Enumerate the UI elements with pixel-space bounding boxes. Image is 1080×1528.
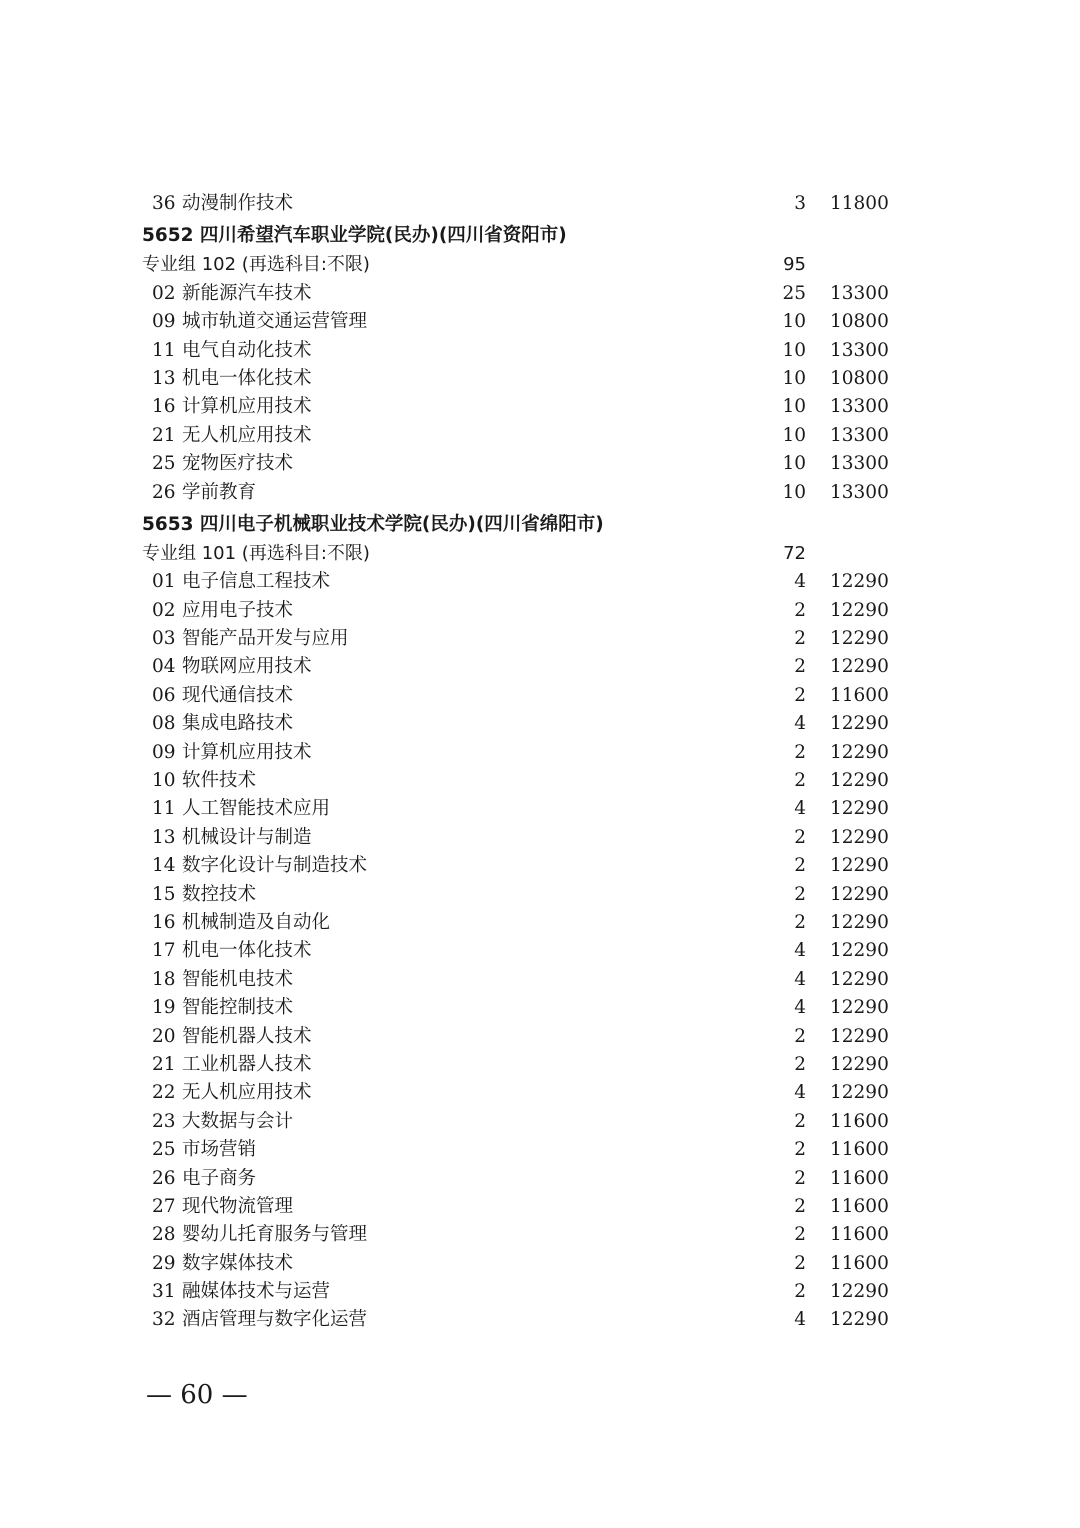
enrollment-count: 25 [782,282,806,304]
tuition-fee: 12290 [830,741,889,763]
major-row [142,1193,902,1221]
school-title: 5652 四川希望汽车职业学院(民办)(四川省资阳市) [142,225,567,247]
enrollment-count: 2 [794,1025,806,1047]
major-name: 数字媒体技术 [182,1252,294,1274]
major-group-row [142,540,902,568]
major-group-row [142,251,902,279]
major-code: 21 [152,424,176,446]
major-name: 城市轨道交通运营管理 [182,311,368,333]
major-code: 15 [152,883,176,905]
enrollment-count: 4 [794,1309,806,1331]
major-code: 22 [152,1082,176,1104]
enrollment-count: 2 [794,1053,806,1075]
major-name: 物联网应用技术 [182,656,312,678]
admissions-listing [142,190,902,1335]
tuition-fee: 10800 [830,311,889,333]
major-code: 19 [152,997,176,1019]
tuition-fee: 11600 [830,1110,889,1132]
major-name: 新能源汽车技术 [182,282,312,304]
major-code: 16 [152,396,176,418]
major-row [142,824,902,852]
major-code: 11 [152,798,176,820]
tuition-fee: 12290 [830,599,889,621]
major-name: 工业机器人技术 [182,1053,312,1075]
major-name: 宠物医疗技术 [182,453,294,475]
major-row [142,1108,902,1136]
tuition-fee: 13300 [830,396,889,418]
tuition-fee: 12290 [830,571,889,593]
enrollment-count: 2 [794,1139,806,1161]
continued-rows [142,190,902,218]
tuition-fee: 12290 [830,883,889,905]
enrollment-count: 2 [794,1110,806,1132]
school-majors-list [142,568,902,1335]
major-code: 31 [152,1281,176,1303]
major-row [142,653,902,681]
enrollment-count: 2 [794,883,806,905]
tuition-fee: 12290 [830,940,889,962]
major-row [142,682,902,710]
major-row [142,739,902,767]
major-name: 市场营销 [182,1139,257,1161]
major-row [142,1051,902,1079]
enrollment-count: 2 [794,1167,806,1189]
major-name: 无人机应用技术 [182,1082,312,1104]
tuition-fee: 11600 [830,684,889,706]
tuition-fee: 12290 [830,798,889,820]
major-code: 21 [152,1053,176,1075]
major-row [142,937,902,965]
tuition-fee: 12290 [830,911,889,933]
major-row [142,337,902,365]
enrollment-count: 10 [782,339,806,361]
major-code: 03 [152,628,176,650]
major-row [142,625,902,653]
enrollment-count: 3 [794,193,806,214]
major-code: 10 [152,770,176,792]
school-heading [142,219,902,251]
tuition-fee: 12290 [830,855,889,877]
group-label: 专业组 102 (再选科目:不限) [142,254,370,276]
major-code: 26 [152,481,176,503]
major-row [142,795,902,823]
enrollment-count: 4 [794,571,806,593]
tuition-fee: 12290 [830,770,889,792]
tuition-fee: 11600 [830,1252,889,1274]
major-name: 动漫制作技术 [182,193,294,214]
tuition-fee: 12290 [830,968,889,990]
major-name: 机电一体化技术 [182,940,312,962]
major-row [142,767,902,795]
enrollment-count: 4 [794,997,806,1019]
major-name: 现代物流管理 [182,1195,294,1217]
page-number: — 60 — [146,1380,248,1410]
enrollment-count: 2 [794,656,806,678]
tuition-fee: 13300 [830,424,889,446]
major-code: 36 [152,193,176,214]
major-row [142,479,902,507]
school-title: 5653 四川电子机械职业技术学院(民办)(四川省绵阳市) [142,513,604,535]
major-code: 06 [152,684,176,706]
major-name: 机电一体化技术 [182,367,312,389]
major-row [142,710,902,738]
major-code: 09 [152,311,176,333]
major-row [142,365,902,393]
group-count: 95 [783,254,806,276]
tuition-fee: 12290 [830,997,889,1019]
major-name: 酒店管理与数字化运营 [182,1309,368,1331]
major-code: 26 [152,1167,176,1189]
major-row [142,1250,902,1278]
enrollment-count: 4 [794,1082,806,1104]
major-name: 智能机电技术 [182,968,294,990]
major-name: 电气自动化技术 [182,339,312,361]
enrollment-count: 2 [794,826,806,848]
enrollment-count: 2 [794,1281,806,1303]
tuition-fee: 12290 [830,1053,889,1075]
major-name: 计算机应用技术 [182,741,312,763]
major-row [142,190,902,218]
major-row [142,1079,902,1107]
school-majors-list [142,280,902,507]
tuition-fee: 12290 [830,1309,889,1331]
tuition-fee: 13300 [830,339,889,361]
major-name: 人工智能技术应用 [182,798,331,820]
enrollment-count: 4 [794,940,806,962]
tuition-fee: 12290 [830,656,889,678]
major-name: 大数据与会计 [182,1110,294,1132]
major-code: 32 [152,1309,176,1331]
tuition-fee: 11600 [830,1224,889,1246]
major-row [142,1278,902,1306]
tuition-fee: 12290 [830,628,889,650]
major-row [142,1023,902,1051]
major-row [142,966,902,994]
major-code: 11 [152,339,176,361]
tuition-fee: 12290 [830,1281,889,1303]
tuition-fee: 11600 [830,1195,889,1217]
major-name: 机械制造及自动化 [182,911,331,933]
enrollment-count: 2 [794,770,806,792]
major-code: 02 [152,599,176,621]
enrollment-count: 10 [782,396,806,418]
tuition-fee: 12290 [830,1025,889,1047]
enrollment-count: 10 [782,481,806,503]
major-code: 04 [152,656,176,678]
tuition-fee: 13300 [830,481,889,503]
major-row [142,994,902,1022]
major-name: 学前教育 [182,481,257,503]
major-name: 婴幼儿托育服务与管理 [182,1224,368,1246]
major-code: 09 [152,741,176,763]
major-row [142,450,902,478]
major-row [142,422,902,450]
enrollment-count: 10 [782,453,806,475]
major-name: 现代通信技术 [182,684,294,706]
major-name: 数字化设计与制造技术 [182,855,368,877]
group-label: 专业组 101 (再选科目:不限) [142,542,370,564]
major-code: 16 [152,911,176,933]
enrollment-count: 2 [794,1252,806,1274]
group-count: 72 [783,542,806,564]
major-name: 智能控制技术 [182,997,294,1019]
major-code: 27 [152,1195,176,1217]
enrollment-count: 4 [794,798,806,820]
major-row [142,852,902,880]
major-name: 集成电路技术 [182,713,294,735]
tuition-fee: 12290 [830,1082,889,1104]
major-code: 08 [152,713,176,735]
major-row [142,393,902,421]
tuition-fee: 11600 [830,1139,889,1161]
major-row [142,568,902,596]
major-name: 智能机器人技术 [182,1025,312,1047]
major-name: 智能产品开发与应用 [182,628,349,650]
tuition-fee: 10800 [830,367,889,389]
tuition-fee: 13300 [830,282,889,304]
major-row [142,1165,902,1193]
tuition-fee: 12290 [830,713,889,735]
enrollment-count: 2 [794,855,806,877]
enrollment-count: 4 [794,968,806,990]
enrollment-count: 2 [794,741,806,763]
major-row [142,881,902,909]
major-code: 23 [152,1110,176,1132]
enrollment-count: 2 [794,599,806,621]
enrollment-count: 2 [794,1224,806,1246]
major-code: 17 [152,940,176,962]
major-code: 28 [152,1224,176,1246]
school-heading [142,508,902,540]
major-row [142,1221,902,1249]
major-code: 18 [152,968,176,990]
major-code: 13 [152,367,176,389]
major-name: 数控技术 [182,883,257,905]
tuition-fee: 11800 [830,193,889,214]
major-code: 14 [152,855,176,877]
major-code: 01 [152,571,176,593]
enrollment-count: 2 [794,628,806,650]
enrollment-count: 10 [782,367,806,389]
major-name: 电子商务 [182,1167,257,1189]
major-code: 25 [152,1139,176,1161]
major-row [142,909,902,937]
major-code: 29 [152,1252,176,1274]
tuition-fee: 12290 [830,826,889,848]
major-name: 融媒体技术与运营 [182,1281,331,1303]
major-row [142,1306,902,1334]
major-row [142,1136,902,1164]
major-code: 13 [152,826,176,848]
major-name: 机械设计与制造 [182,826,312,848]
major-row [142,308,902,336]
enrollment-count: 10 [782,311,806,333]
major-name: 软件技术 [182,770,257,792]
enrollment-count: 2 [794,684,806,706]
tuition-fee: 11600 [830,1167,889,1189]
major-name: 电子信息工程技术 [182,571,331,593]
major-code: 02 [152,282,176,304]
major-row [142,280,902,308]
major-name: 计算机应用技术 [182,396,312,418]
major-name: 无人机应用技术 [182,424,312,446]
major-name: 应用电子技术 [182,599,294,621]
enrollment-count: 10 [782,424,806,446]
tuition-fee: 13300 [830,453,889,475]
major-row [142,597,902,625]
enrollment-count: 4 [794,713,806,735]
major-code: 25 [152,453,176,475]
enrollment-count: 2 [794,911,806,933]
major-code: 20 [152,1025,176,1047]
enrollment-count: 2 [794,1195,806,1217]
